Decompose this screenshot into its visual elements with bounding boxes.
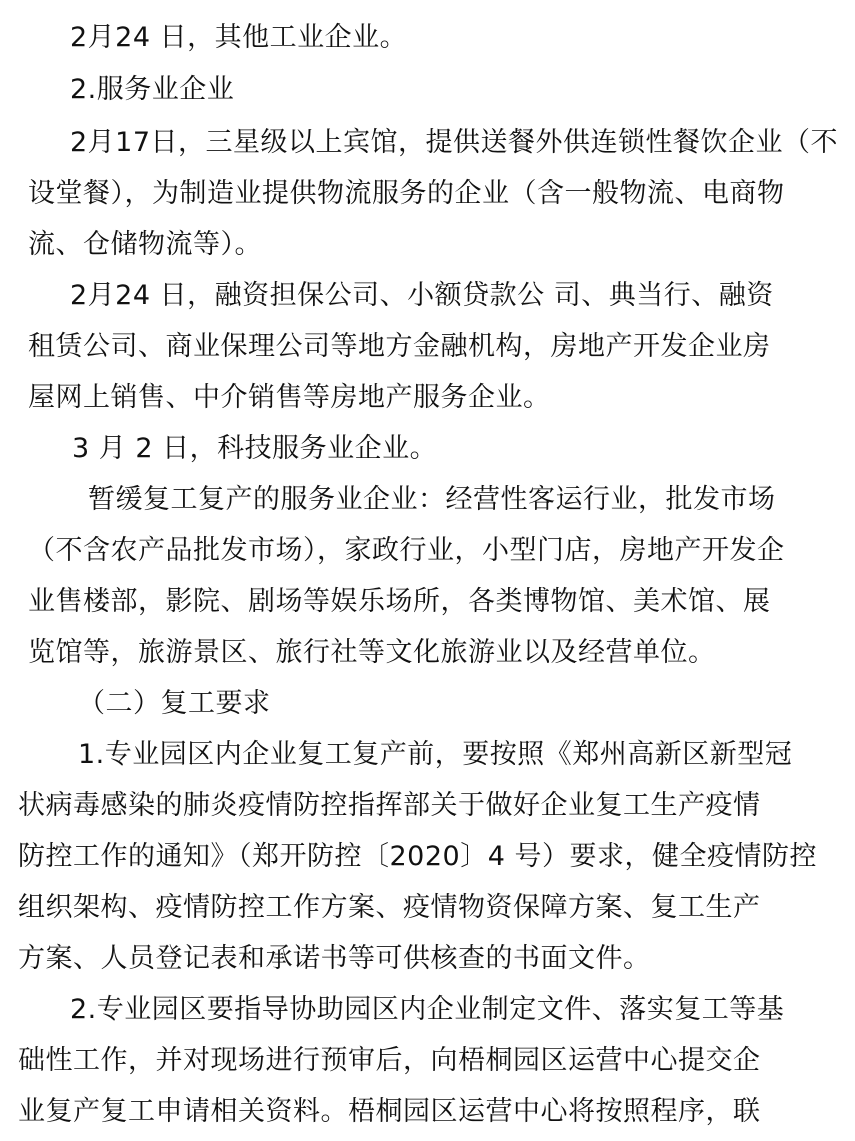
text-line: 防控工作的通知》（郑开防控〔2020〕4 号）要求，健全疫情防控 [18,841,817,872]
text-line: 屋网上销售、中介销售等房地产服务企业。 [28,382,551,413]
text-line: 方案、人员登记表和承诺书等可供核查的书面文件。 [18,943,651,974]
text-line: 览馆等，旅游景区、旅行社等文化旅游业以及经营单位。 [28,637,716,668]
text-line: （不含农产品批发市场），家政行业，小型门店，房地产开发企 [28,535,785,566]
section-heading: 2.服务业企业 [70,74,235,105]
text-line: 暂缓复工复产的服务业企业：经营性客运行业，批发市场 [88,484,776,515]
text-line: 1.专业园区内企业复工复产前，要按照《郑州高新区新型冠 [78,739,793,770]
text-line: 业售楼部，影院、剧场等娱乐场所，各类博物馆、美术馆、展 [28,586,771,617]
text-line: 流、仓储物流等）。 [28,229,262,260]
text-line: 组织架构、疫情防控工作方案、疫情物资保障方案、复工生产 [18,892,761,923]
text-line: 设堂餐），为制造业提供物流服务的企业（含一般物流、电商物 [28,178,785,209]
text-line: 2月17日，三星级以上宾馆，提供送餐外供连锁性餐饮企业（不 [70,127,839,158]
text-line: 2.专业园区要指导协助园区内企业制定文件、落实复工等基 [70,994,785,1025]
text-line: 2月24 日，其他工业企业。 [70,22,408,53]
text-line: 3 月 2 日，科技服务业企业。 [72,433,438,464]
text-line: 状病毒感染的肺炎疫情防控指挥部关于做好企业复工生产疫情 [18,790,761,821]
text-line: 业复产复工申请相关资料。梧桐园区运营中心将按照程序，联 [18,1096,761,1127]
text-line: 租赁公司、商业保理公司等地方金融机构，房地产开发企业房 [28,331,771,362]
text-line: 础性工作，并对现场进行预审后，向梧桐园区运营中心提交企 [18,1045,761,1076]
text-line: 2月24 日，融资担保公司、小额贷款公 司、典当行、融资 [70,280,774,311]
section-heading: （二）复工要求 [78,688,271,719]
